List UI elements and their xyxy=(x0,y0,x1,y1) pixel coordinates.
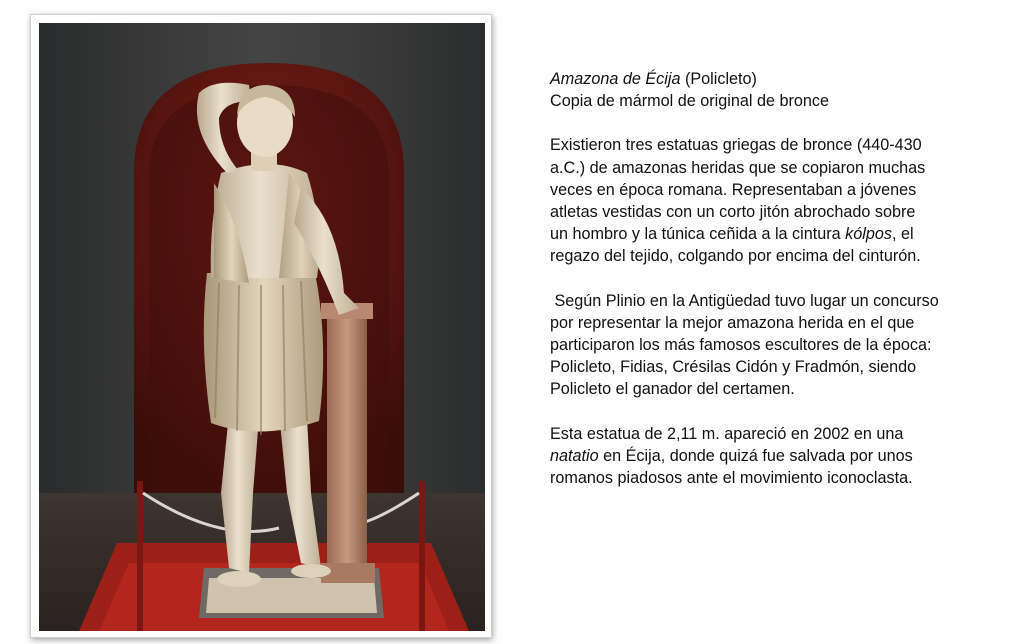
p3-line-1: Esta estatua de 2,11 m. apareció en 2002 en una xyxy=(550,424,904,443)
p2-line-3: participaron los más famosos escultores de la época: xyxy=(550,336,932,355)
p3-line-2 xyxy=(550,445,990,467)
p2-line-5: Policleto el ganador del certamen. xyxy=(550,380,795,399)
statue-illustration xyxy=(39,23,485,631)
p3-line-2-post: en Écija, donde quizá fue salvada por unos xyxy=(598,446,913,465)
subtitle: Copia de mármol de original de bronce xyxy=(550,92,829,111)
caption-text xyxy=(550,68,990,511)
p1-line-5 xyxy=(550,223,990,245)
p1-line-1: Existieron tres estatuas griegas de bronce (440-430 xyxy=(550,136,922,155)
p1-line-2: a.C.) de amazonas heridas que se copiaron muchas xyxy=(550,158,926,177)
caption-heading xyxy=(550,68,990,112)
paragraph-3 xyxy=(550,423,990,490)
p3-line-2-italic: natatio xyxy=(550,446,599,465)
p2-line-4: Policleto, Fidias, Crésilas Cidón y Fradmón, siendo xyxy=(550,358,917,377)
title-line xyxy=(550,68,990,90)
p1-line-6: regazo del tejido, colgando por encima del cinturón. xyxy=(550,247,921,266)
p1-line-4: atletas vestidas con un corto jitón abrochado sobre xyxy=(550,203,916,222)
p3-line-3: romanos piadosos ante el movimiento iconoclasta. xyxy=(550,469,913,488)
statue-photo xyxy=(39,23,485,631)
title-italic: Amazona de Écija xyxy=(550,70,681,88)
paragraph-1 xyxy=(550,134,990,267)
photo-frame xyxy=(30,14,492,638)
paragraph-2 xyxy=(550,290,990,401)
p1-line-5-pre: un hombro y la túnica ceñida a la cintura xyxy=(550,225,846,244)
p1-line-3: veces en época romana. Representaban a jóvenes xyxy=(550,180,917,199)
p2-line-2: por representar la mejor amazona herida en el que xyxy=(550,313,915,332)
title-rest: (Policleto) xyxy=(680,70,757,88)
p2-line-1: Según Plinio en la Antigüedad tuvo lugar un concurso xyxy=(550,291,939,310)
p1-line-5-post: , el xyxy=(891,225,914,244)
p1-line-5-italic: kólpos xyxy=(845,225,892,244)
